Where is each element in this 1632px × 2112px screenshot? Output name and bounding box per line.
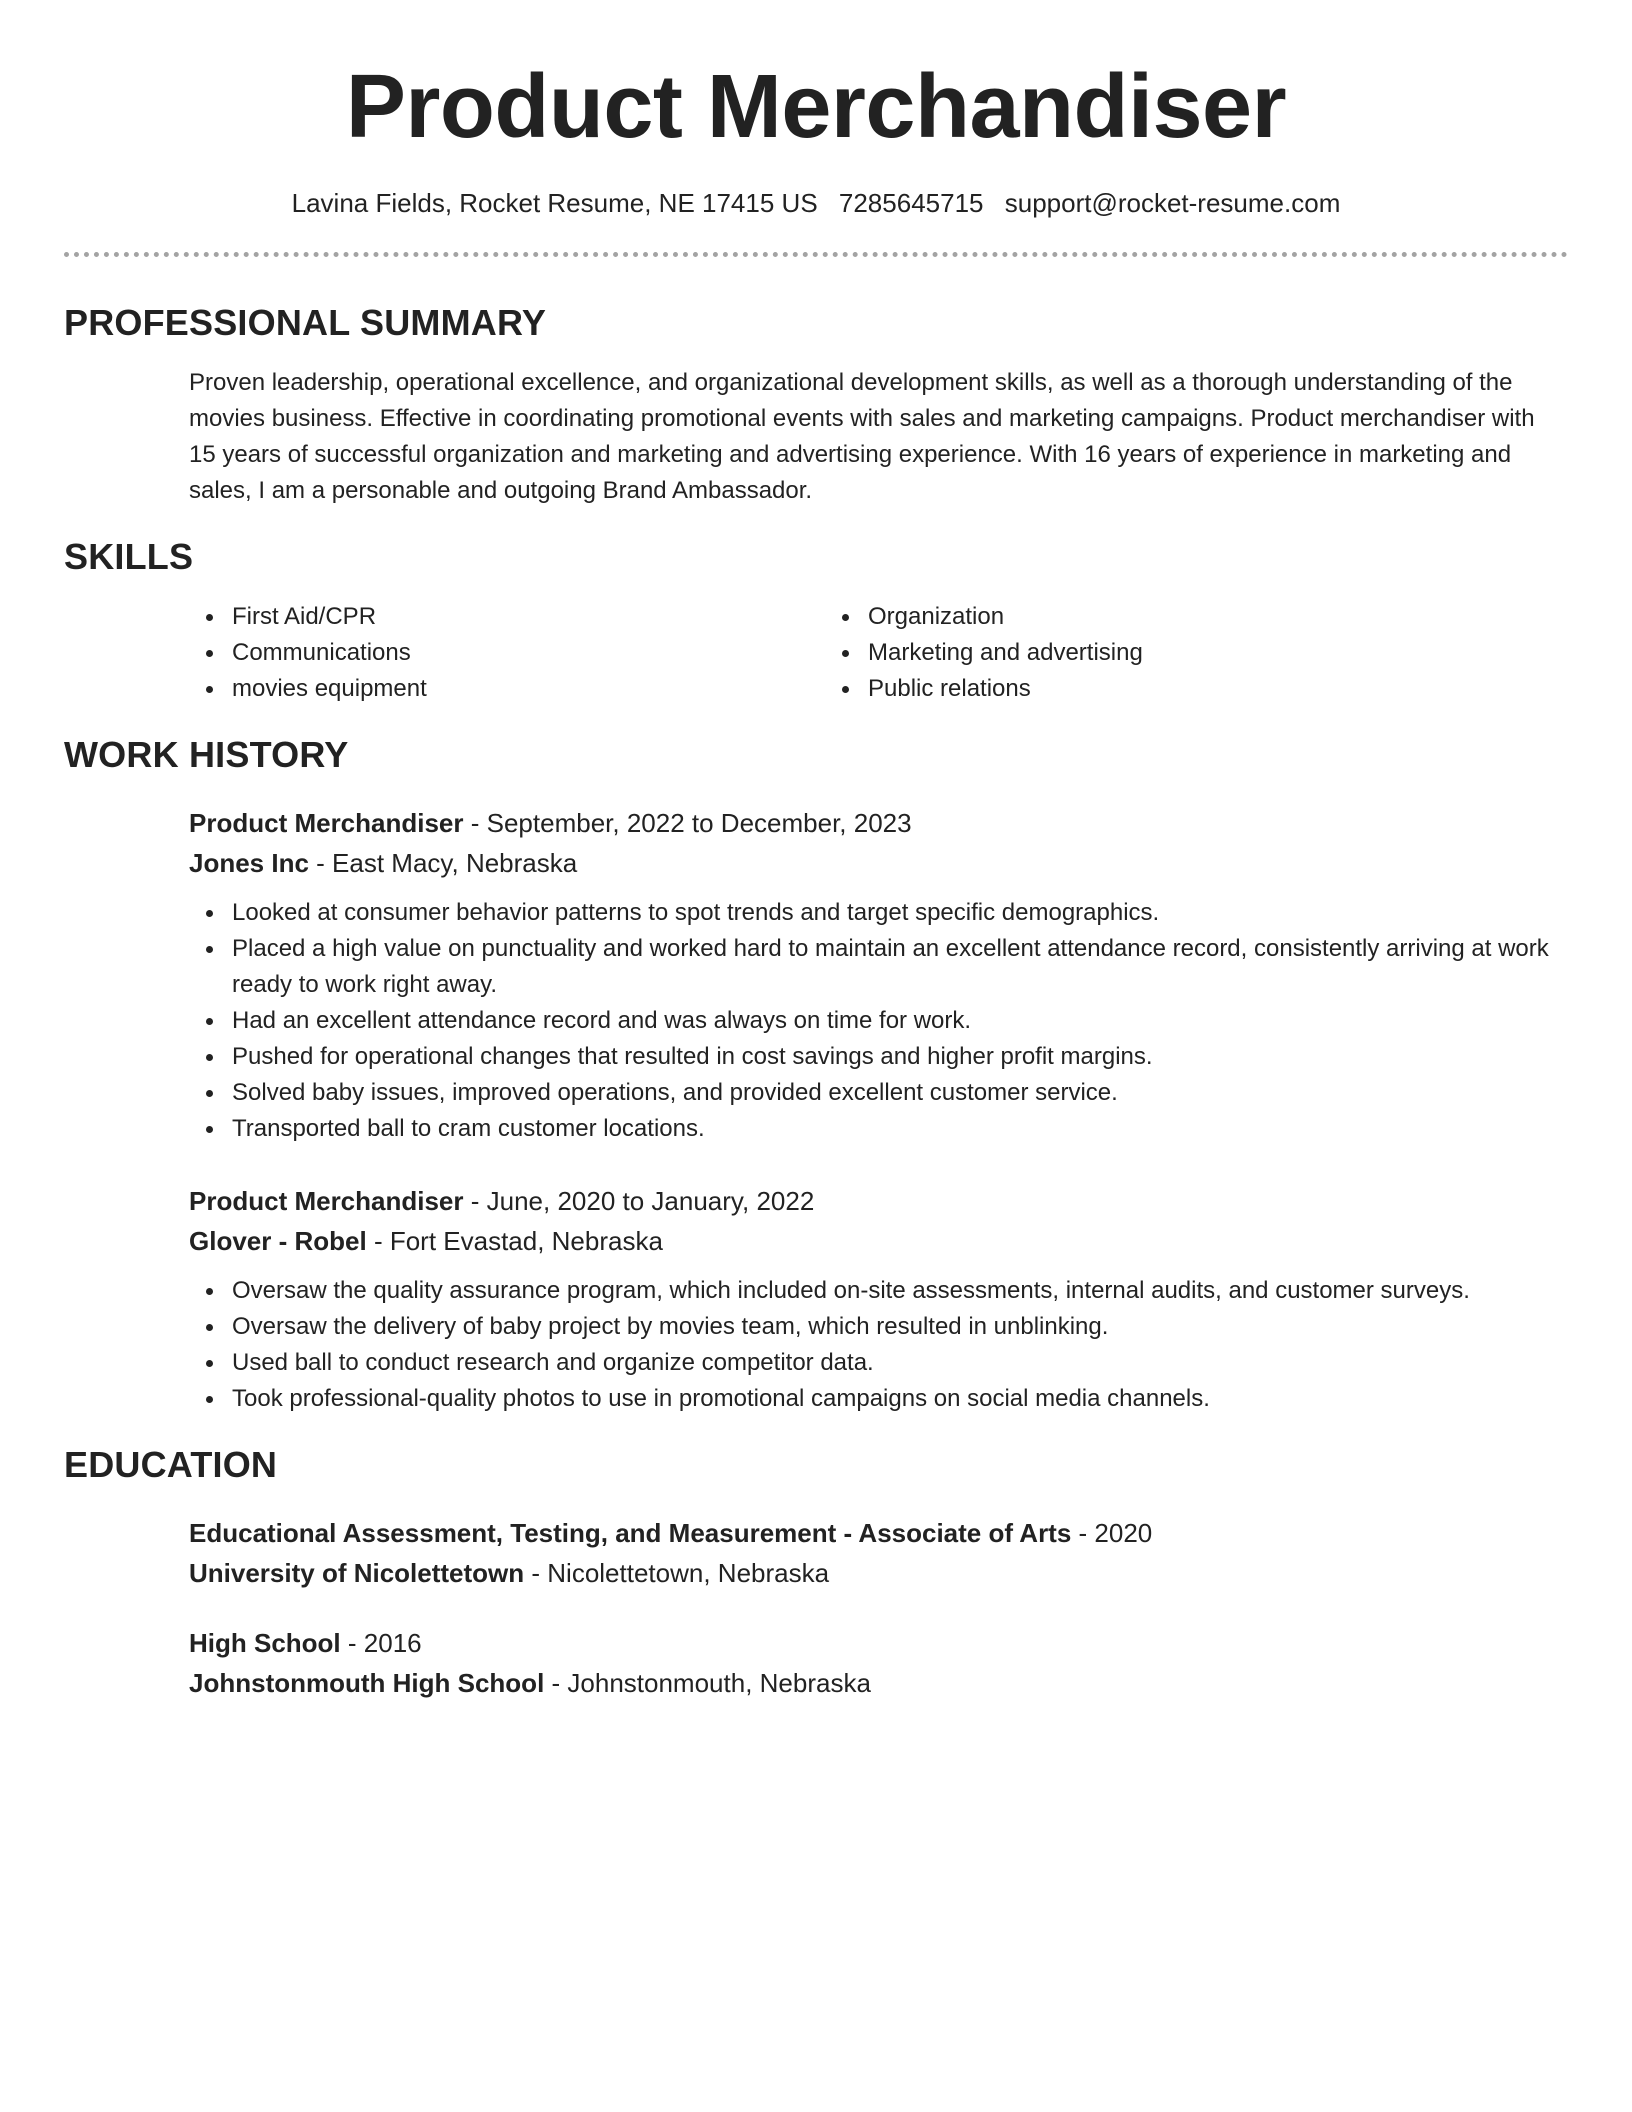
resume-name-title: Product Merchandiser xyxy=(345,57,1287,157)
job-bullets xyxy=(189,895,1568,1147)
job-bullet: Took professional-quality photos to use in promotional campaigns on social media channels. xyxy=(232,1381,1568,1417)
skills-column-right xyxy=(825,599,1461,707)
header-divider xyxy=(64,252,1568,257)
job-bullet: Oversaw the delivery of baby project by movies team, which resulted in unblinking. xyxy=(232,1309,1568,1345)
skills-heading: SKILLS xyxy=(64,536,194,577)
education-school: Johnstonmouth High School xyxy=(189,1668,545,1698)
job-bullet: Transported ball to cram customer locations. xyxy=(232,1111,1568,1147)
education-degree: Educational Assessment, Testing, and Measurement - Associate of Arts xyxy=(189,1518,1072,1548)
education-year: - 2016 xyxy=(347,1628,422,1658)
contact-phone: 7285645715 xyxy=(838,188,984,218)
job-company-line xyxy=(189,843,1568,883)
education-location: - Nicolettetown, Nebraska xyxy=(531,1558,830,1588)
contact-line xyxy=(64,186,1568,220)
job-title-line xyxy=(189,1181,1568,1221)
skills-column-left xyxy=(189,599,825,707)
skills-list xyxy=(189,599,1568,707)
education-entry xyxy=(189,1513,1568,1593)
skill-item: Public relations xyxy=(868,671,1461,707)
education-location: - Johnstonmouth, Nebraska xyxy=(551,1668,871,1698)
contact-address: Lavina Fields, Rocket Resume, NE 17415 US xyxy=(291,188,818,218)
skill-item: Organization xyxy=(868,599,1461,635)
education-degree: High School xyxy=(189,1628,341,1658)
education-school-line xyxy=(189,1663,1568,1703)
job-entry xyxy=(189,1181,1568,1417)
skill-item: First Aid/CPR xyxy=(232,599,825,635)
education-year: - 2020 xyxy=(1078,1518,1153,1548)
education-heading: EDUCATION xyxy=(64,1444,278,1485)
education-school-line xyxy=(189,1553,1568,1593)
job-bullets xyxy=(189,1273,1568,1417)
summary-text: Proven leadership, operational excellence, and organizational development skills, as well as a thorough understanding of the movies business. Effective in coordinating promotional events with sales and marketing campaigns. Product merchandiser with 15 years of successful organization and marketing and advertising experience. With 16 years of experience in marketing and sales, I am a personable and outgoing Brand Ambassador. xyxy=(189,369,1535,504)
education-entry xyxy=(189,1623,1568,1703)
job-bullet: Oversaw the quality assurance program, which included on-site assessments, internal audits, and customer surveys. xyxy=(232,1273,1568,1309)
job-dates: - June, 2020 to January, 2022 xyxy=(470,1186,815,1216)
education-school: University of Nicolettetown xyxy=(189,1558,525,1588)
job-bullet: Placed a high value on punctuality and worked hard to maintain an excellent attendance record, consistently arriving at work ready to work right away. xyxy=(232,931,1568,1003)
job-dates: - September, 2022 to December, 2023 xyxy=(470,808,912,838)
job-location: - East Macy, Nebraska xyxy=(316,848,578,878)
job-position: Product Merchandiser xyxy=(189,808,464,838)
job-entry xyxy=(189,803,1568,1147)
job-company-line xyxy=(189,1221,1568,1261)
job-bullet: Looked at consumer behavior patterns to spot trends and target specific demographics. xyxy=(232,895,1568,931)
skill-item: Communications xyxy=(232,635,825,671)
work-history-heading: WORK HISTORY xyxy=(64,734,349,775)
contact-email: support@rocket-resume.com xyxy=(1004,188,1341,218)
job-company: Jones Inc xyxy=(189,848,309,878)
job-bullet: Had an excellent attendance record and was always on time for work. xyxy=(232,1003,1568,1039)
job-position: Product Merchandiser xyxy=(189,1186,464,1216)
education-degree-line xyxy=(189,1513,1568,1553)
skill-item: Marketing and advertising xyxy=(868,635,1461,671)
job-bullet: Pushed for operational changes that resulted in cost savings and higher profit margins. xyxy=(232,1039,1568,1075)
summary-heading: PROFESSIONAL SUMMARY xyxy=(64,302,547,343)
job-title-line xyxy=(189,803,1568,843)
job-bullet: Solved baby issues, improved operations, and provided excellent customer service. xyxy=(232,1075,1568,1111)
job-company: Glover - Robel xyxy=(189,1226,367,1256)
education-degree-line xyxy=(189,1623,1568,1663)
skill-item: movies equipment xyxy=(232,671,825,707)
job-bullet: Used ball to conduct research and organize competitor data. xyxy=(232,1345,1568,1381)
job-location: - Fort Evastad, Nebraska xyxy=(373,1226,663,1256)
